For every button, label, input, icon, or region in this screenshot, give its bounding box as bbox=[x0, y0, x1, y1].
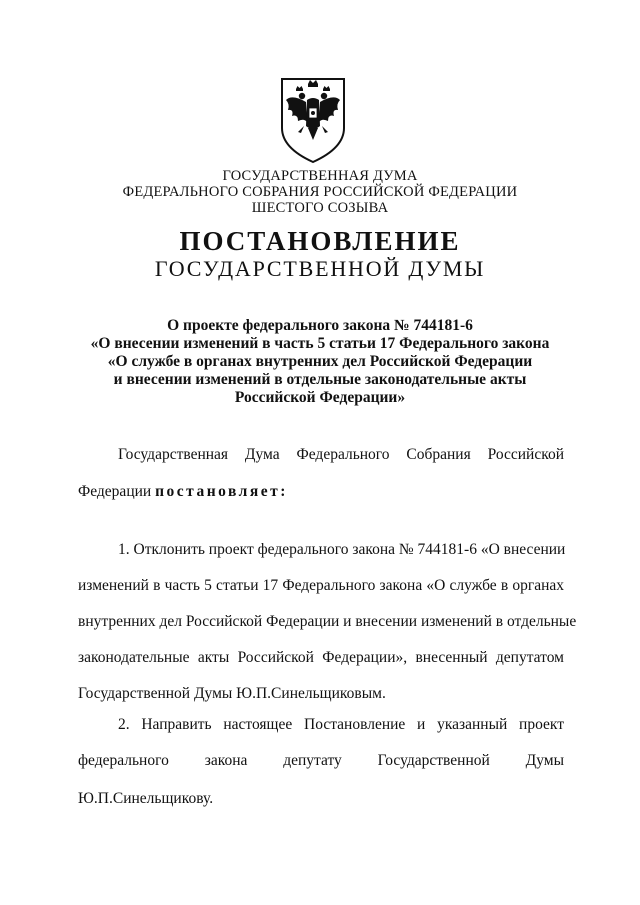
document-subtitle: ГОСУДАРСТВЕННОЙ ДУМЫ bbox=[154, 256, 486, 281]
org-name-line-2: ФЕДЕРАЛЬНОГО СОБРАНИЯ РОССИЙСКОЙ ФЕДЕРАЦИИ bbox=[122, 184, 518, 200]
subject-line-2: «О внесении изменений в часть 5 статьи 17 Федерального закона bbox=[90, 335, 550, 352]
preamble-text: Федерации bbox=[78, 483, 156, 500]
subject-line-3: «О службе в органах внутренних дел Российской Федерации bbox=[107, 353, 533, 370]
item-1-line-4: законодательные акты Российской Федерации», внесенный депутатом bbox=[78, 649, 564, 666]
org-name-line-1: ГОСУДАРСТВЕННАЯ ДУМА bbox=[222, 168, 418, 184]
document-title: ПОСТАНОВЛЕНИЕ bbox=[179, 226, 461, 256]
item-1-line-5: Государственной Думы Ю.П.Синельщиковым. bbox=[78, 685, 386, 702]
subject-line-5: Российской Федерации» bbox=[234, 389, 406, 406]
item-1-line-2: изменений в часть 5 статьи 17 Федерального закона «О службе в органах bbox=[78, 577, 564, 594]
preamble-line-1: Государственная Дума Федерального Собрания Российской bbox=[118, 446, 564, 463]
convocation: ШЕСТОГО СОЗЫВА bbox=[251, 200, 389, 216]
subject-line-4: и внесении изменений в отдельные законодательные акты bbox=[113, 371, 527, 388]
item-2-line-2: федерального закона депутату Государственной Думы bbox=[78, 752, 564, 769]
item-1-line-3: внутренних дел Российской Федерации и внесении изменений в отдельные bbox=[78, 613, 577, 630]
coat-of-arms-icon bbox=[278, 76, 348, 164]
resolves-word: постановляет: bbox=[155, 483, 288, 500]
subject-line-1: О проекте федерального закона № 744181-6 bbox=[167, 317, 473, 334]
item-1-line-1: 1. Отклонить проект федерального закона № 744181-6 «О внесении bbox=[118, 541, 566, 558]
preamble-line-2 bbox=[78, 483, 564, 501]
item-2-line-1: 2. Направить настоящее Постановление и указанный проект bbox=[118, 716, 564, 733]
item-2-line-3: Ю.П.Синельщикову. bbox=[78, 790, 214, 807]
